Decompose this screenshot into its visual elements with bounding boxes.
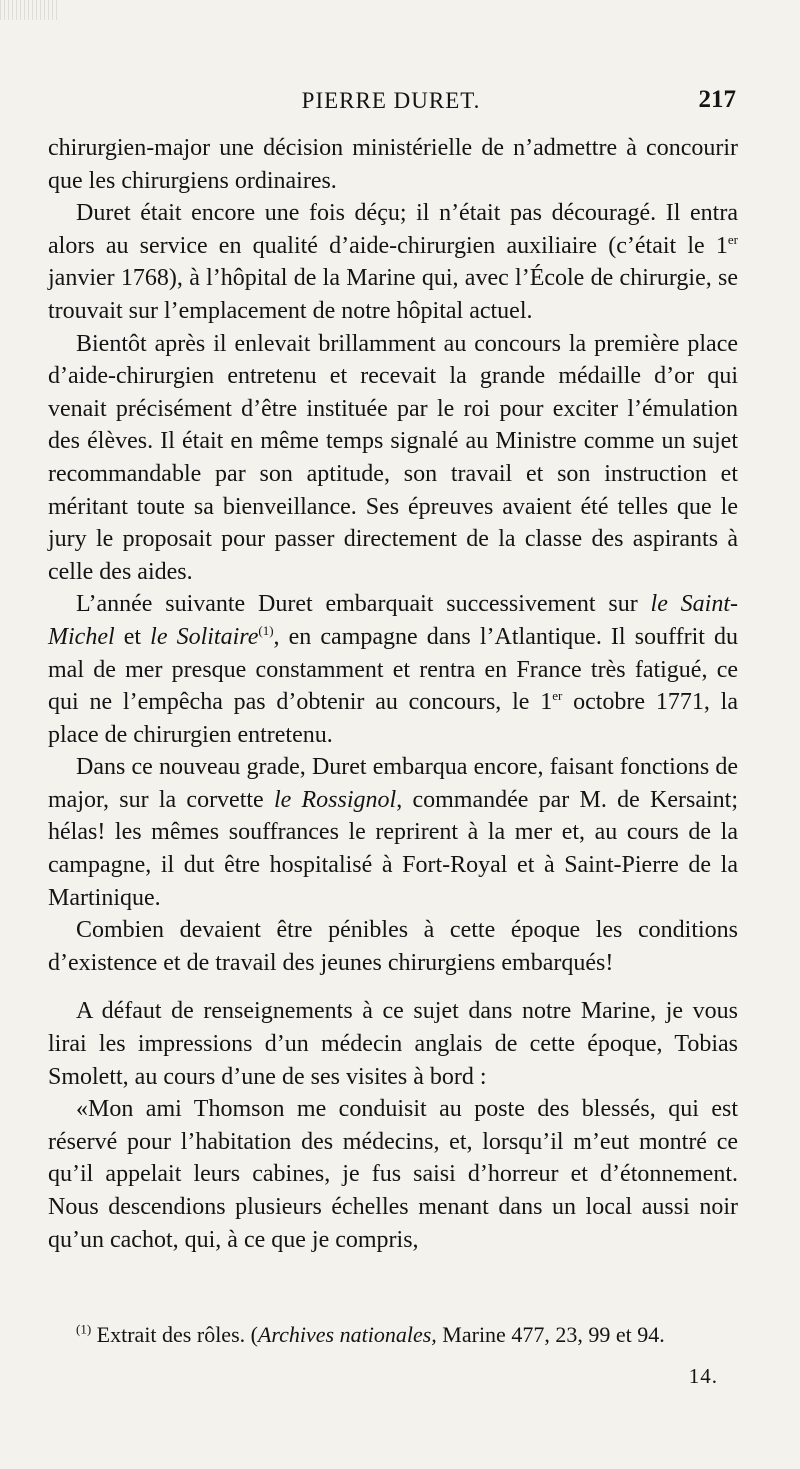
paragraph bbox=[48, 995, 738, 1093]
paragraph-text: L’année suivante Duret embarquait successivement sur bbox=[76, 591, 651, 618]
scan-artifact bbox=[0, 0, 60, 20]
running-title: PIERRE DURET. bbox=[301, 88, 481, 113]
body-text bbox=[48, 132, 738, 1256]
ship-name: le Rossignol bbox=[273, 786, 397, 813]
paragraph-text: et bbox=[114, 623, 151, 650]
paragraph-text: Duret était encore une fois déçu; il n’était pas découragé. Il entra alors au service en qualité d’aide-chirurgien auxiliaire (c’était le 1 bbox=[48, 200, 738, 259]
footnote-marker: (1) bbox=[76, 1321, 92, 1337]
page-header bbox=[46, 84, 736, 120]
paragraph bbox=[48, 1093, 738, 1256]
paragraph-text: chirurgien-major une décision ministérielle de n’admettre à concourir que les chirurgiens ordinaires. bbox=[48, 135, 738, 194]
paragraph bbox=[48, 132, 738, 197]
paragraph-text: octobre 1771, la place de chirurgien entretenu. bbox=[48, 689, 738, 748]
paragraph-text: A défaut de renseignements à ce sujet dans notre Marine, je vous lirai les impressions d’un médecin anglais de cette époque, Tobias Smolett, au cours d’une de ses visites à bord : bbox=[48, 998, 738, 1090]
footnote-text: Extrait des rôles. ( bbox=[91, 1322, 258, 1347]
paragraph bbox=[48, 914, 738, 979]
paragraph bbox=[48, 751, 738, 914]
paragraph-text: Combien devaient être pénibles à cette époque les conditions d’existence et de travail des jeunes chirurgiens embarqués! bbox=[48, 917, 738, 976]
footnote-reference: (1) bbox=[258, 622, 274, 638]
ordinal-superscript: er bbox=[727, 231, 738, 247]
ordinal-superscript: er bbox=[552, 688, 563, 704]
ship-name: le Solitaire bbox=[150, 623, 259, 650]
footnote-text: Marine 477, 23, 99 et 94. bbox=[436, 1322, 665, 1347]
ship-name: le Saint-Michel bbox=[48, 591, 738, 650]
footnote bbox=[48, 1320, 738, 1350]
paragraph bbox=[48, 588, 738, 751]
signature-mark: 14. bbox=[688, 1364, 718, 1388]
footnote-source: Archives nationales, bbox=[257, 1322, 437, 1347]
paragraph-text: janvier 1768), à l’hôpital de la Marine qui, avec l’École de chirurgie, se trouvait sur l’emplacement de notre hôpital actuel. bbox=[48, 265, 738, 324]
paragraph bbox=[48, 197, 738, 327]
paragraph bbox=[48, 328, 738, 589]
paragraph-text: , commandée par M. de Kersaint; hélas! les mêmes souffrances le reprirent à la mer et, au cours de la campagne, il dut être hospitalisé à Fort-Royal et à Saint-Pierre de la Martinique. bbox=[48, 786, 738, 911]
quotation-text: «Mon ami Thomson me conduisit au poste des blessés, qui est réservé pour l’habitation des médecins, et, lorsqu’il m’eut montré ce qu’il appelait leurs cabines, je fus saisi d’horreur et d’étonnement. Nous descendions plusieurs échelles menant dans un local aussi noir qu’un cachot, qui, à ce que je compris, bbox=[48, 1096, 738, 1253]
page-number: 217 bbox=[698, 86, 736, 113]
paragraph-text: Bientôt après il enlevait brillamment au concours la première place d’aide-chirurgien entretenu et recevait la grande médaille d’or qui venait précisément d’être instituée par le roi pour exciter l’émulation des élèves. Il était en même temps signalé au Ministre comme un sujet recommandable par son aptitude, son travail et son instruction et méritant toute sa bienveillance. Ses épreuves avaient été telles que le jury le proposait pour passer directement de la classe des aspirants à celle des aides. bbox=[48, 330, 738, 585]
paragraph-text: Dans ce nouveau grade, Duret embarqua encore, faisant fonctions de major, sur la corvette bbox=[48, 754, 738, 813]
paragraph-text: , en campagne dans l’Atlantique. Il souffrit du mal de mer presque constamment et rentra en France très fatigué, ce qui ne l’empêcha pas d’obtenir au concours, le 1 bbox=[48, 623, 739, 716]
